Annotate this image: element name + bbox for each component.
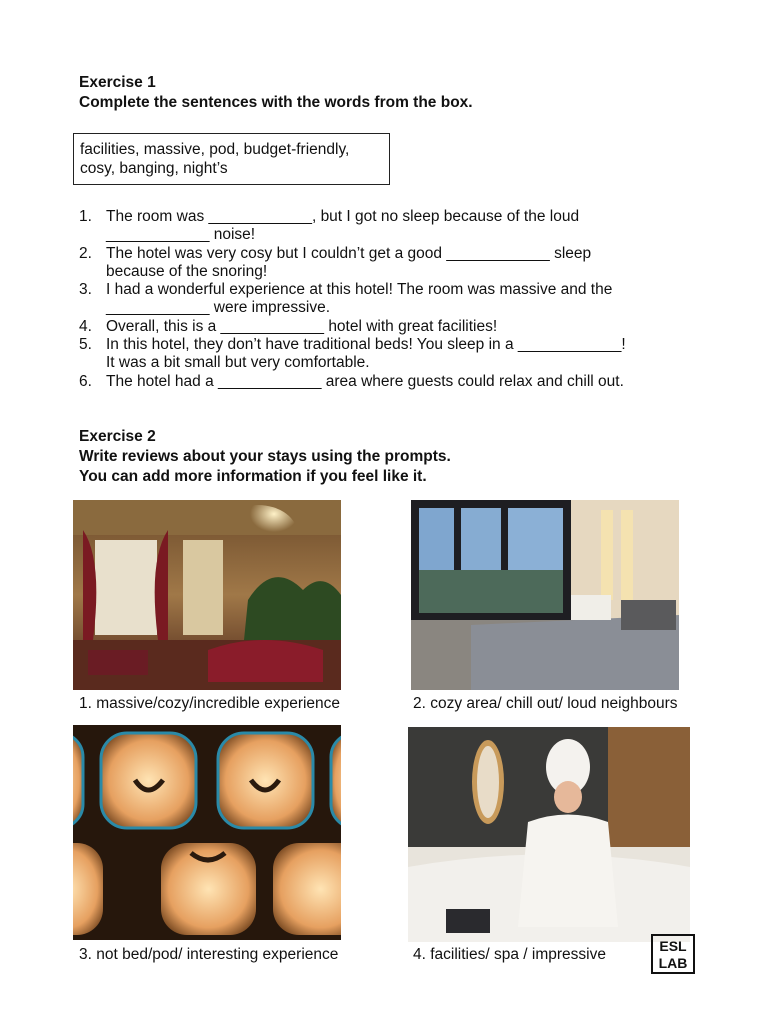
photo-caption: 2. cozy area/ chill out/ loud neighbours: [413, 695, 678, 712]
sentence-item: [79, 318, 719, 336]
exercise-2-title: Exercise 2: [79, 428, 156, 445]
sentence-item: [79, 281, 719, 318]
sentence-list: [79, 208, 719, 391]
ornate-hotel-lounge-photo: [73, 500, 341, 690]
sentence-number: 6.: [79, 372, 92, 390]
sentence-item: [79, 336, 719, 373]
sentence-line: ____________ were impressive.: [106, 299, 331, 317]
sentence-item: [79, 245, 719, 282]
word-box-line: cosy, banging, night’s: [80, 160, 228, 177]
logo-line: LAB: [658, 955, 688, 971]
word-box-line: facilities, massive, pod, budget-friendly,: [80, 141, 350, 158]
exercise-2-instruction: You can add more information if you feel like it.: [79, 468, 427, 485]
capsule-pod-hotel-photo: [73, 725, 341, 940]
photo-caption: 3. not bed/pod/ interesting experience: [79, 946, 339, 963]
sentence-line: Overall, this is a ____________ hotel with great facilities!: [106, 317, 498, 335]
exercise-1-instruction: Complete the sentences with the words from the box.: [79, 94, 473, 111]
exercise-1-title: Exercise 1: [79, 74, 156, 91]
sentence-line: because of the snoring!: [106, 262, 268, 280]
sentence-item: [79, 373, 719, 391]
spa-guest-photo: [408, 727, 690, 942]
photo-caption: 1. massive/cozy/incredible experience: [79, 695, 341, 712]
sentence-line: The room was ____________, but I got no sleep because of the loud: [106, 208, 580, 225]
sentence-number: 4.: [79, 317, 92, 335]
sentence-number: 1.: [79, 208, 92, 225]
sentence-number: 3.: [79, 281, 92, 299]
word-box: [73, 133, 390, 185]
logo-line: ESL: [659, 938, 687, 954]
modern-hotel-room-photo: [411, 500, 679, 690]
esl-lab-logo: [651, 934, 695, 974]
sentence-line: ____________ noise!: [106, 226, 256, 244]
photo-caption: 4. facilities/ spa / impressive: [413, 946, 606, 963]
sentence-line: The hotel had a ____________ area where guests could relax and chill out.: [106, 372, 624, 390]
sentence-line: I had a wonderful experience at this hotel! The room was massive and the: [106, 281, 613, 299]
sentence-line: The hotel was very cosy but I couldn’t get a good ____________ sleep: [106, 244, 592, 262]
sentence-number: 2.: [79, 244, 92, 262]
exercise-2-instruction: Write reviews about your stays using the prompts.: [79, 448, 451, 465]
sentence-line: It was a bit small but very comfortable.: [106, 354, 370, 372]
sentence-line: In this hotel, they don’t have traditional beds! You sleep in a ____________!: [106, 336, 626, 354]
sentence-item: [79, 208, 719, 245]
sentence-number: 5.: [79, 336, 92, 354]
